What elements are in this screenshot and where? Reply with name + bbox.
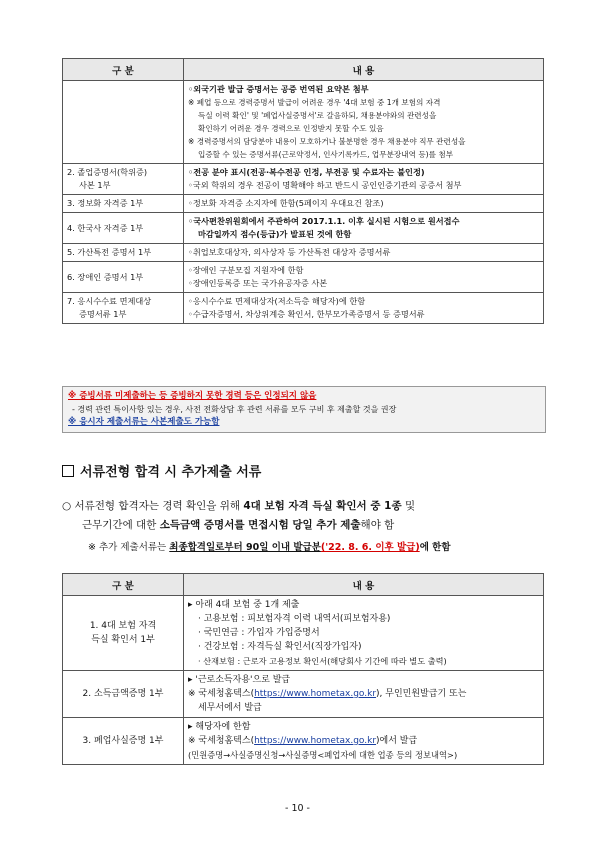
row-label (63, 293, 184, 324)
header-content: 내 용 (184, 59, 544, 81)
row-label-line: 사본 1부 (79, 180, 111, 190)
table-row (63, 81, 544, 164)
content-line: · 건강보험 : 자격득실 확인서(직장가입자) (198, 642, 362, 652)
row-content (184, 244, 544, 262)
row-label (63, 164, 184, 195)
table-row (63, 671, 544, 718)
paragraph-text: 및 (401, 500, 416, 512)
content-line: ◦취업보호대상자, 의사상자 등 가산특전 대상자 증명서류 (188, 247, 391, 257)
paragraph (82, 516, 562, 534)
row-label: 5. 가산특전 증명서 1부 (63, 244, 184, 262)
table-row (63, 596, 544, 671)
row-content (184, 718, 544, 765)
page-number: - 10 - (285, 803, 310, 814)
content-line: ◦응시수수료 면제대상자(저소득층 해당자)에 한함 (188, 296, 366, 306)
notice-box (62, 386, 546, 433)
row-content (184, 164, 544, 195)
row-content (184, 293, 544, 324)
content-line: ◦국사편찬위원회에서 주관하여 2017.1.1. 이후 실시된 시험으로 원서접수 (188, 216, 460, 226)
content-line: 득실 이력 확인' 및 '폐업사실증명서'로 갈음하되, 채용분야와의 관련성을 (198, 111, 437, 120)
content-line: ※ 폐업 등으로 경력증명서 발급이 어려운 경우 '4대 보험 중 1개 보험의 자격 (188, 98, 441, 107)
paragraph-emphasis: 소득금액 증명서를 면접시험 당일 추가 제출 (159, 519, 361, 531)
notice-line: ※ 응시자 제출서류는 사본제출도 가능함 (68, 417, 220, 427)
header-category: 구 분 (63, 59, 184, 81)
content-line: ※ 경력증명서의 담당분야 내용이 모호하거나 불분명한 경우 채용분야 직무 관련성을 (188, 137, 466, 146)
row-content (184, 81, 544, 164)
section-title-text: 서류전형 합격 시 추가제출 서류 (80, 465, 262, 480)
content-line: (민원증명→사실증명신청→사실증명<폐업자에 대한 업종 등의 정보내역>) (188, 750, 458, 760)
table-row (63, 195, 544, 213)
table-header-row (63, 574, 544, 596)
table-row (63, 213, 544, 244)
note (88, 539, 451, 553)
table-header-row (63, 59, 544, 81)
content-line: ◦수급자증명서, 차상위계층 확인서, 한부모가족증명서 등 증명서류 (188, 309, 425, 319)
content-line: ◦장애인등록증 또는 국가유공자증 사본 (188, 278, 328, 288)
content-line: ▸ '근로소득자용'으로 발급 (188, 675, 291, 685)
content-line: ▸ 해당자에 한함 (188, 722, 251, 732)
paragraph (62, 497, 542, 515)
table-row (63, 244, 544, 262)
hometax-link[interactable]: https://www.hometax.go.kr (254, 689, 377, 699)
table-row (63, 164, 544, 195)
content-line: · 고용보험 : 피보험자격 이력 내역서(피보험자용) (198, 614, 391, 624)
content-text: ※ 국세청홈텍스( (188, 689, 255, 699)
content-line: 마감일까지 점수(등급)가 발표된 것에 한함 (198, 229, 352, 239)
content-line (188, 734, 539, 748)
content-text: )에서 발급 (376, 736, 418, 746)
row-content (184, 262, 544, 293)
content-line: · 산재보험 : 근로자 고용정보 확인서(해당회사 기간에 따라 별도 출력) (198, 656, 447, 666)
row-label: 3. 폐업사실증명 1부 (63, 718, 184, 765)
row-label: 6. 장애인 증명서 1부 (63, 262, 184, 293)
content-line: 입증할 수 있는 증명서류(근로약정서, 인사기록카드, 업무분장내역 등)를 첨부 (198, 150, 454, 159)
content-line: ◦전공 분야 표시(전공·복수전공 인정, 부전공 및 수료자는 불인정) (188, 167, 425, 177)
section-title (62, 461, 261, 480)
paragraph-emphasis: 4대 보험 자격 득실 확인서 중 1종 (243, 500, 402, 512)
content-line: ◦장애인 구분모집 지원자에 한함 (188, 265, 304, 275)
header-content: 내 용 (184, 574, 544, 596)
content-line: ◦국외 학위의 경우 전공이 명확해야 하고 반드시 공인인증기관의 공증서 첨부 (188, 180, 462, 190)
row-content (184, 596, 544, 671)
notice-line: ※ 증빙서류 미제출하는 등 증빙하지 못한 경력 등은 인정되지 않음 (68, 391, 317, 401)
row-label (63, 596, 184, 671)
row-label-line: 증명서류 1부 (79, 309, 127, 319)
paragraph-text: 해야 함 (360, 519, 395, 531)
table-row (63, 718, 544, 765)
content-line: 세무서에서 발급 (198, 703, 262, 713)
note-date: ('22. 8. 6. 이후 발급) (320, 542, 420, 553)
paragraph-text: ○ 서류전형 합격자는 경력 확인을 위해 (62, 500, 244, 512)
content-line: · 국민연금 : 가입자 가입증명서 (198, 628, 320, 638)
header-category: 구 분 (63, 574, 184, 596)
row-content (184, 195, 544, 213)
content-line: 확인하기 어려운 경우 경력으로 인정받지 못할 수도 있음 (198, 124, 384, 133)
row-label (63, 81, 184, 164)
note-text: 에 한함 (419, 542, 451, 553)
note-text: ※ 추가 제출서류는 (88, 542, 170, 553)
content-line: ▸ 아래 4대 보험 중 1개 제출 (188, 600, 300, 610)
additional-documents-table (62, 573, 544, 765)
row-label: 3. 정보화 자격증 1부 (63, 195, 184, 213)
row-label: 4. 한국사 자격증 1부 (63, 213, 184, 244)
notice-line: - 경력 관련 특이사항 있는 경우, 사전 전화상담 후 관련 서류를 모두 구비 후 제출할 것을 권장 (72, 405, 397, 414)
row-content (184, 671, 544, 718)
table-row (63, 262, 544, 293)
content-line (188, 687, 539, 701)
row-content (184, 213, 544, 244)
paragraph-text: 근무기간에 대한 (82, 519, 160, 531)
table-row (63, 293, 544, 324)
content-text: ※ 국세청홈텍스( (188, 736, 255, 746)
hometax-link[interactable]: https://www.hometax.go.kr (254, 736, 377, 746)
row-label-line: 2. 졸업증명서(학위증) (67, 167, 148, 177)
content-text: ), 무인민원발급기 또는 (376, 689, 467, 699)
content-line: ◦정보화 자격증 소지자에 한함(5페이지 우대요건 참조) (188, 198, 384, 208)
row-label-line: 득실 확인서 1부 (91, 635, 155, 645)
row-label-line: 1. 4대 보험 자격 (89, 621, 157, 631)
note-emphasis: 최종합격일로부터 90일 이내 발급분 (169, 542, 321, 553)
checkbox-square-icon (62, 465, 74, 477)
row-label: 2. 소득금액증명 1부 (63, 671, 184, 718)
submission-documents-table (62, 58, 544, 324)
row-label-line: 7. 응시수수료 면제대상 (67, 296, 152, 306)
content-line: ◦외국기관 발급 증명서는 공증 번역된 요약본 첨부 (188, 84, 369, 94)
